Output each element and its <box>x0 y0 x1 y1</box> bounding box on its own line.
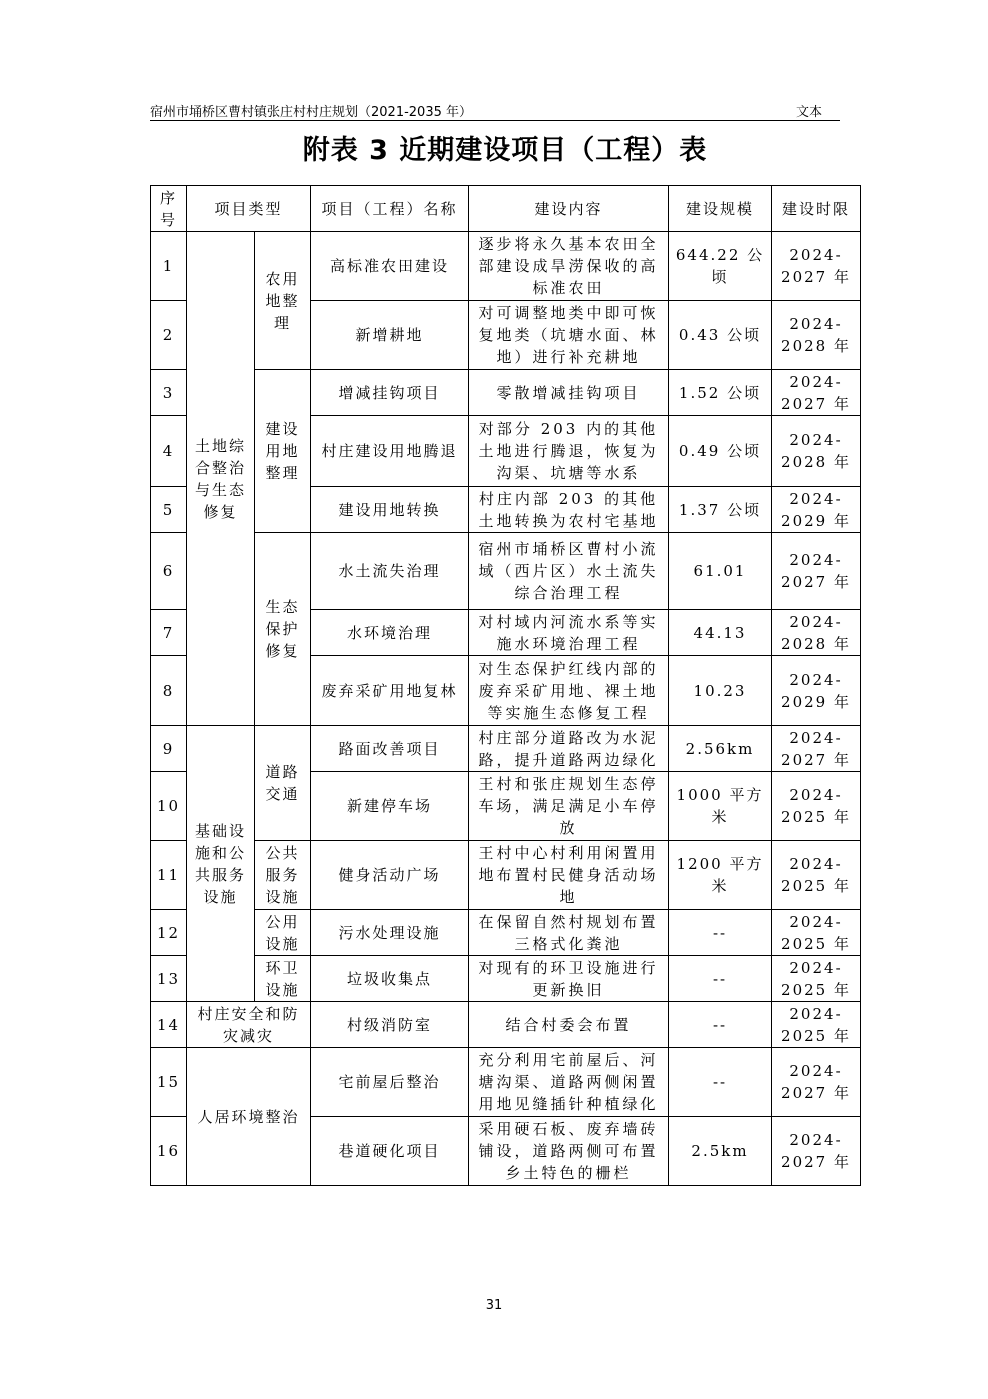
row-no: 15 <box>151 1048 187 1117</box>
row-no: 7 <box>151 610 187 656</box>
project-table <box>150 185 861 1186</box>
row-scale: 10.23 <box>669 656 772 726</box>
row-no: 1 <box>151 232 187 301</box>
row-content: 对可调整地类中即可恢复地类（坑塘水面、林地）进行补充耕地 <box>469 301 669 370</box>
row-scale: -- <box>669 956 772 1002</box>
row-period: 2024-2025 年 <box>772 1002 861 1048</box>
row-period: 2024-2028 年 <box>772 416 861 487</box>
subcategory-road: 道路交通 <box>255 726 311 841</box>
subcategory-public-service: 公共服务设施 <box>255 841 311 910</box>
table-row <box>151 232 861 301</box>
row-name: 垃圾收集点 <box>311 956 469 1002</box>
row-content: 宿州市埇桥区曹村小流域（西片区）水土流失综合治理工程 <box>469 533 669 610</box>
header-scale: 建设规模 <box>669 186 772 232</box>
row-content: 充分利用宅前屋后、河塘沟渠、道路两侧闲置用地见缝插针种植绿化 <box>469 1048 669 1117</box>
row-no: 4 <box>151 416 187 487</box>
row-scale: 44.13 <box>669 610 772 656</box>
row-period: 2024-2028 年 <box>772 610 861 656</box>
row-no: 16 <box>151 1117 187 1186</box>
row-name: 废弃采矿用地复林 <box>311 656 469 726</box>
row-period: 2024-2027 年 <box>772 533 861 610</box>
row-no: 5 <box>151 487 187 533</box>
row-period: 2024-2025 年 <box>772 841 861 910</box>
row-no: 2 <box>151 301 187 370</box>
row-period: 2024-2025 年 <box>772 910 861 956</box>
row-name: 新增耕地 <box>311 301 469 370</box>
row-no: 11 <box>151 841 187 910</box>
row-content: 对村域内河流水系等实施水环境治理工程 <box>469 610 669 656</box>
row-period: 2024-2027 年 <box>772 232 861 301</box>
table-row <box>151 1002 861 1048</box>
document-title: 宿州市埇桥区曹村镇张庄村村庄规划（2021-2035 年） <box>150 105 472 120</box>
row-period: 2024-2028 年 <box>772 301 861 370</box>
row-content: 采用硬石板、废弃墙砖铺设，道路两侧可布置乡土特色的栅栏 <box>469 1117 669 1186</box>
table-title: 附表 3 近期建设项目（工程）表 <box>302 135 708 166</box>
category-safety: 村庄安全和防灾减灾 <box>187 1002 311 1048</box>
row-name: 增减挂钩项目 <box>311 370 469 416</box>
page-number: 31 <box>485 1298 503 1313</box>
subcategory-utility: 公用设施 <box>255 910 311 956</box>
row-content: 对生态保护红线内部的废弃采矿用地、裸土地等实施生态修复工程 <box>469 656 669 726</box>
row-scale: 2.56km <box>669 726 772 772</box>
row-scale: -- <box>669 1048 772 1117</box>
row-period: 2024-2027 年 <box>772 1117 861 1186</box>
header-type: 项目类型 <box>187 186 311 232</box>
table-row <box>151 841 861 910</box>
row-scale: 0.49 公顷 <box>669 416 772 487</box>
row-name: 新建停车场 <box>311 772 469 841</box>
row-content: 王村中心村利用闲置用地布置村民健身活动场地 <box>469 841 669 910</box>
subcategory-eco: 生态保护修复 <box>255 533 311 726</box>
row-no: 6 <box>151 533 187 610</box>
row-no: 3 <box>151 370 187 416</box>
category-living: 人居环境整治 <box>187 1048 311 1186</box>
row-scale: 0.43 公顷 <box>669 301 772 370</box>
page-header <box>150 98 840 120</box>
row-period: 2024-2027 年 <box>772 726 861 772</box>
row-name: 高标准农田建设 <box>311 232 469 301</box>
row-name: 村级消防室 <box>311 1002 469 1048</box>
row-period: 2024-2029 年 <box>772 656 861 726</box>
row-content: 对现有的环卫设施进行更新换旧 <box>469 956 669 1002</box>
row-name: 健身活动广场 <box>311 841 469 910</box>
subcategory-sanitation: 环卫设施 <box>255 956 311 1002</box>
header-rule <box>150 120 840 121</box>
row-name: 宅前屋后整治 <box>311 1048 469 1117</box>
row-scale: 2.5km <box>669 1117 772 1186</box>
row-name: 水环境治理 <box>311 610 469 656</box>
row-scale: 1.37 公顷 <box>669 487 772 533</box>
header-content: 建设内容 <box>469 186 669 232</box>
row-name: 路面改善项目 <box>311 726 469 772</box>
row-scale: -- <box>669 1002 772 1048</box>
subcategory-construction: 建设用地整理 <box>255 370 311 533</box>
row-content: 结合村委会布置 <box>469 1002 669 1048</box>
row-name: 污水处理设施 <box>311 910 469 956</box>
row-content: 王村和张庄规划生态停车场，满足满足小车停放 <box>469 772 669 841</box>
category-infra: 基础设施和公共服务设施 <box>187 726 255 1002</box>
row-scale: 1.52 公顷 <box>669 370 772 416</box>
row-period: 2024-2025 年 <box>772 956 861 1002</box>
row-content: 在保留自然村规划布置三格式化粪池 <box>469 910 669 956</box>
row-name: 水土流失治理 <box>311 533 469 610</box>
row-no: 9 <box>151 726 187 772</box>
row-content: 村庄部分道路改为水泥路，提升道路两边绿化 <box>469 726 669 772</box>
row-scale: 61.01 <box>669 533 772 610</box>
subcategory-farmland: 农用地整理 <box>255 232 311 370</box>
row-no: 14 <box>151 1002 187 1048</box>
row-content: 零散增减挂钩项目 <box>469 370 669 416</box>
table-row <box>151 910 861 956</box>
row-no: 10 <box>151 772 187 841</box>
row-content: 村庄内部 203 的其他土地转换为农村宅基地 <box>469 487 669 533</box>
row-name: 巷道硬化项目 <box>311 1117 469 1186</box>
table-row <box>151 1048 861 1117</box>
row-no: 13 <box>151 956 187 1002</box>
row-scale: 1200 平方米 <box>669 841 772 910</box>
row-name: 建设用地转换 <box>311 487 469 533</box>
row-period: 2024-2027 年 <box>772 370 861 416</box>
table-row <box>151 956 861 1002</box>
row-scale: 1000 平方米 <box>669 772 772 841</box>
document-type: 文本 <box>795 105 822 120</box>
row-no: 12 <box>151 910 187 956</box>
table-row <box>151 370 861 416</box>
row-name: 村庄建设用地腾退 <box>311 416 469 487</box>
row-no: 8 <box>151 656 187 726</box>
row-period: 2024-2027 年 <box>772 1048 861 1117</box>
header-name: 项目（工程）名称 <box>311 186 469 232</box>
table-row <box>151 726 861 772</box>
row-scale: -- <box>669 910 772 956</box>
table-header-row <box>151 186 861 232</box>
row-scale: 644.22 公顷 <box>669 232 772 301</box>
table-row <box>151 533 861 610</box>
row-period: 2024-2025 年 <box>772 772 861 841</box>
header-no: 序号 <box>151 186 187 232</box>
category-land: 土地综合整治与生态修复 <box>187 232 255 726</box>
row-content: 对部分 203 内的其他土地进行腾退，恢复为沟渠、坑塘等水系 <box>469 416 669 487</box>
row-period: 2024-2029 年 <box>772 487 861 533</box>
header-period: 建设时限 <box>772 186 861 232</box>
row-content: 逐步将永久基本农田全部建设成旱涝保收的高标准农田 <box>469 232 669 301</box>
